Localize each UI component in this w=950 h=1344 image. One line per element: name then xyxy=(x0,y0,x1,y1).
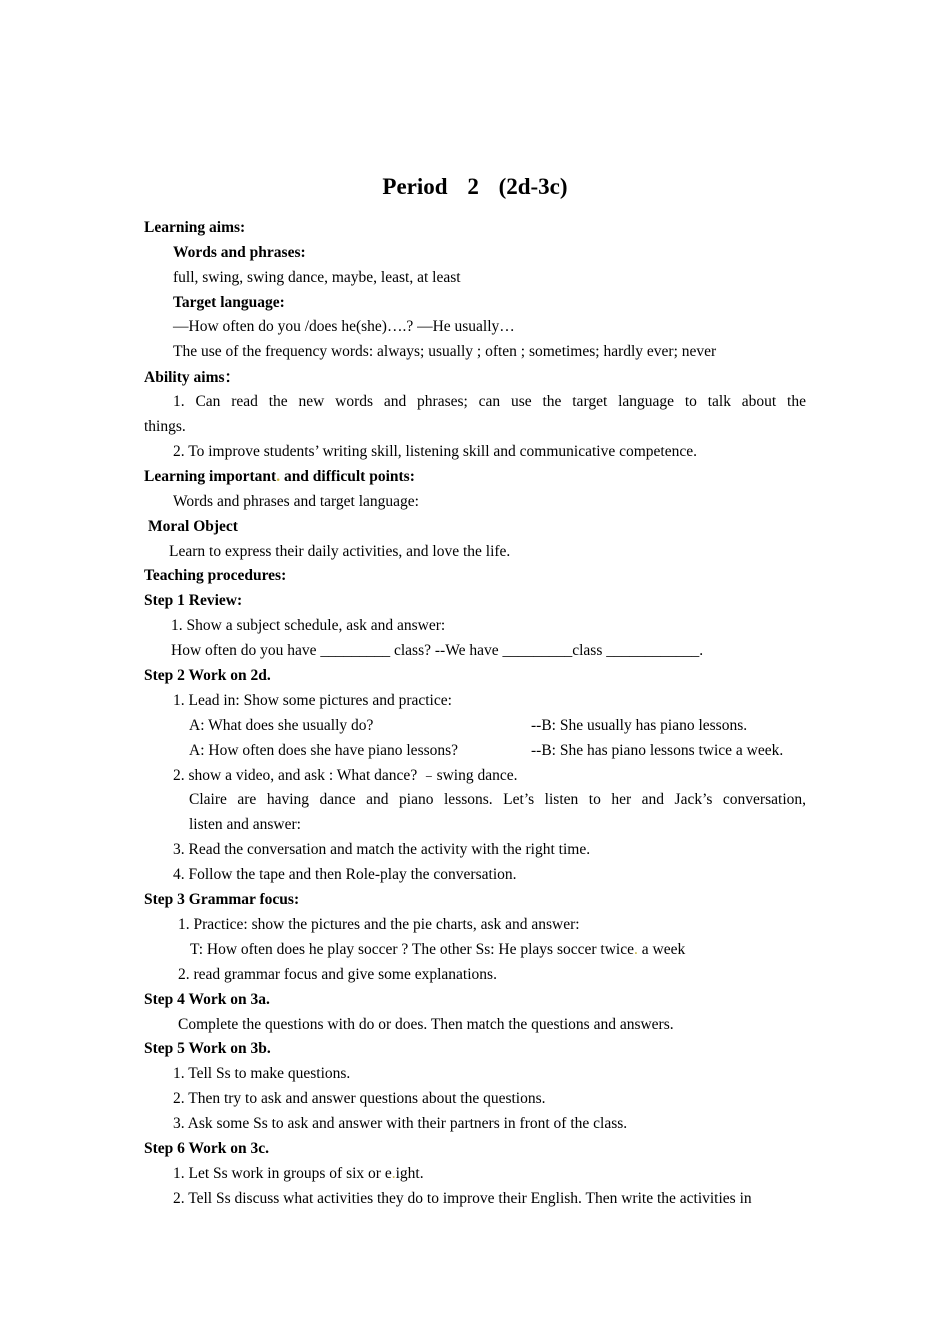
moral-object-heading: Moral Object xyxy=(148,518,238,535)
page-title: Period 2 (2d-3c) xyxy=(382,174,568,199)
step-1-heading: Step 1 Review: xyxy=(144,592,243,609)
step-4-heading: Step 4 Work on 3a. xyxy=(144,991,270,1008)
step-5-item-1: 1. Tell Ss to make questions. xyxy=(173,1065,351,1082)
step-3-item-2: 2. read grammar focus and give some explanations. xyxy=(178,966,497,983)
step-3-dialog xyxy=(190,940,685,960)
important-points-text: Words and phrases and target language: xyxy=(173,493,419,510)
target-language-heading: Target language: xyxy=(173,294,285,311)
words-list: full, swing, swing dance, maybe, least, at least xyxy=(173,269,461,286)
step-2-item-3: 3. Read the conversation and match the activity with the right time. xyxy=(173,841,591,858)
important-points-heading xyxy=(144,467,415,487)
step-6-item-2: 2. Tell Ss discuss what activities they do to improve their English. Then write the activities in xyxy=(173,1190,752,1207)
words-phrases-heading: Words and phrases: xyxy=(173,244,306,261)
step-6-heading: Step 6 Work on 3c. xyxy=(144,1140,270,1157)
step-2-heading: Step 2 Work on 2d. xyxy=(144,667,271,684)
step-1-item-1: 1. Show a subject schedule, ask and answer: xyxy=(171,617,446,634)
step-2-item-2-line-2: Claire are having dance and piano lessons. Let’s listen to her and Jack’s conversation, xyxy=(189,791,806,808)
stray-mark: . xyxy=(391,1165,396,1182)
stray-mark: . xyxy=(276,468,281,485)
step-6-item-1-b: ight. xyxy=(395,1165,424,1182)
ability-aim-1-line-2: things. xyxy=(144,418,186,435)
important-points-heading-b: and difficult points: xyxy=(280,468,415,485)
step-4-text: Complete the questions with do or does. Then match the questions and answers. xyxy=(178,1016,674,1033)
step-3-heading: Step 3 Grammar focus: xyxy=(144,891,300,908)
step-3-dialog-b: a week xyxy=(637,941,686,958)
step-1-item-2: How often do you have _________ class? --We have _________class ____________. xyxy=(171,642,704,659)
step-6-item-1 xyxy=(173,1164,424,1184)
ability-aim-1-line-1: 1. Can read the new words and phrases; can use the target language to talk about the xyxy=(173,393,806,410)
step-5-item-3: 3. Ask some Ss to ask and answer with their partners in front of the class. xyxy=(173,1115,628,1132)
step-2-item-1: 1. Lead in: Show some pictures and practice: xyxy=(173,692,452,709)
step-3-item-1: 1. Practice: show the pictures and the pie charts, ask and answer: xyxy=(178,916,580,933)
step-2-item-2: 2. show a video, and ask : What dance? ﹣swing dance. xyxy=(173,767,518,784)
moral-object-text: Learn to express their daily activities, and love the life. xyxy=(169,543,511,560)
stray-mark: . xyxy=(634,941,638,958)
step-6-item-1-a: 1. Let Ss work in groups of six or e xyxy=(173,1165,392,1182)
step-2-dialog-a2: --B: She has piano lessons twice a week. xyxy=(531,742,784,759)
teaching-procedures-heading: Teaching procedures: xyxy=(144,567,287,584)
step-5-item-2: 2. Then try to ask and answer questions about the questions. xyxy=(173,1090,546,1107)
target-language-line-1: —How often do you /does he(she)….? —He usually… xyxy=(173,318,515,335)
step-2-item-4: 4. Follow the tape and then Role-play the conversation. xyxy=(173,866,517,883)
ability-aims-heading: Ability aims： xyxy=(144,369,241,386)
step-3-dialog-a: T: How often does he play soccer ? The other Ss: He plays soccer twice xyxy=(190,941,634,958)
step-5-heading: Step 5 Work on 3b. xyxy=(144,1040,271,1057)
important-points-heading-a: Learning important xyxy=(144,468,277,485)
learning-aims-heading: Learning aims: xyxy=(144,219,246,236)
step-2-dialog-a1: --B: She usually has piano lessons. xyxy=(531,717,748,734)
step-2-dialog-q1: A: What does she usually do? xyxy=(189,717,374,734)
step-2-item-2-line-3: listen and answer: xyxy=(189,816,301,833)
ability-aim-2: 2. To improve students’ writing skill, listening skill and communicative competence. xyxy=(173,443,697,460)
step-2-dialog-q2: A: How often does she have piano lessons? xyxy=(189,742,459,759)
target-language-line-2: The use of the frequency words: always; usually ; often ; sometimes; hardly ever; never xyxy=(173,343,717,360)
